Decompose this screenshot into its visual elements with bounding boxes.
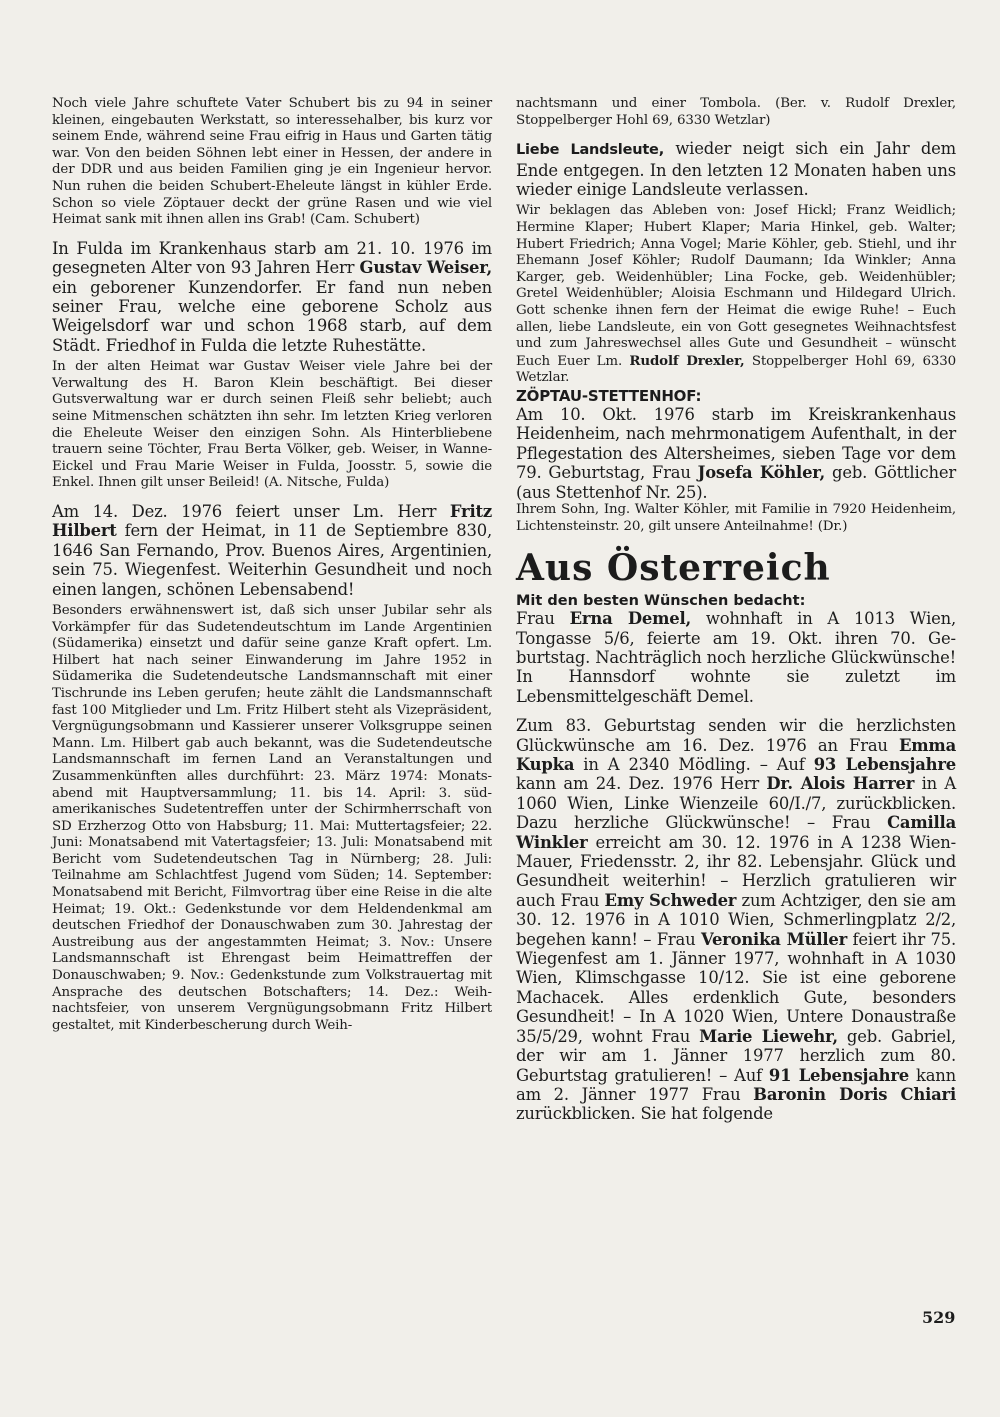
- birthday-list: [516, 716, 956, 1124]
- text: kann am 24. Dez. 1976 Herr: [516, 774, 767, 794]
- name-fritz-hilbert: Fritz Hilbert: [52, 501, 492, 541]
- name-alois-harrer: Dr. Alois Harrer: [766, 774, 915, 794]
- demel-birthday: [516, 609, 956, 706]
- text: in A 2340 Mödling. – Auf: [574, 755, 814, 774]
- subheading-wishes: Mit den besten Wünschen bedacht:: [516, 593, 806, 610]
- text: Am 10. Okt. 1976 starb im Kreiskrankenhaus Heidenheim, nach mehrmonatigem Aufenthalt, in der Pflegestation des Altersheimes, sieben Tage vor dem 79. Geburtstag, Frau: [516, 404, 956, 483]
- text: Frau: [516, 609, 570, 629]
- section-heading-zoeptau: ZÖPTAU-STETTENHOF:: [516, 386, 702, 405]
- schubert-paragraph: Noch viele Jahre schuftete Vater Schubert bis zu 94 in seiner kleinen, eingebauten Werkstatt, so interessehalber, bis kurz vor seinem Ende, während seine Frau eifrig in Haus und Garten tätig war. Von den beiden Söhnen lebt einer in Hessen, der andere in der DDR und aus beiden Familien ging je ein Ingenieur hervor. Nun ruhen die beiden Schubert-Eheleute längst in kühler Erde. Schon so viele Zöptauer deckt der grüne Rasen und wie viel Heimat sank mit ihnen allen ins Grab! (Cam. Schubert): [52, 96, 492, 228]
- text: kann am 2. Jänner 1977 Frau: [516, 1065, 956, 1104]
- hilbert-birthday-body: Besonders erwähnenswert ist, daß sich unser Jubilar sehr als Vorkämpfer für das Sudetendeutschtum im Lande Argentinien (Südamerika) einsetzt und dafür seine ganze Kraft opfert. Lm. Hilbert hat nach seiner Einwanderung im Jahre 1952 in Südamerika die Sudetendeutsche Landsmannschaft mit einer Tischrunde ins Leben gerufen; heute zählt die Landsmannschaft fast 100 Mitglieder und Lm. Fritz Hilbert steht als Vizepräsident, Vergnügungsobmann und Kassierer unserer Volksgruppe seinen Mann. Lm. Hilbert gab auch bekannt, was die Sudetendeutsche Landsmannschaft im fernen Land an Veranstaltungen und Zusammenkünften alles durchführt: 23. März 1974: Monatsabend mit Hauptversammlung; 11. bis 14. April: 3. südamerikanisches Sudetentreffen unter der Schirmherrschaft von SD Erzherzog Otto von Habsburg; 11. Mai: Muttertagsfeier; 22. Juni: Monatsabend mit Vatertagsfeier; 13. Juli: Monatsabend mit Bericht vom Sudetendeutschen Tag in Nürnberg; 28. Juli: Teilnahme am Schlachtfest Jugend vom Süden; 14. September: Monatsabend mit Bericht, Filmvortrag über eine Reise in die alte Heimat; 19. Okt.: Gedenkstunde vor dem Heldendenkmal am deutschen Friedhof der Donauschwaben zum 30. Jahrestag der Austreibung aus der angestammten Heimat; 3. Nov.: Unsere Landsmannschaft ist Ehrengast beim Heimattreffen der Donauschwaben; 9. Nov.: Gedenkstunde zum Volkstrauertag mit Ansprache des deutschen Botschafters; 14. Dez.: Weihnachtsfeier, von unserem Vergnügungsobmann Fritz Hilbert gestaltet, mit Kinderbescherung durch Weih-: [52, 602, 492, 1033]
- name-emy-schweder: Emy Schweder: [604, 890, 737, 910]
- section-heading-oesterreich: Aus Österreich: [516, 547, 831, 590]
- label-93-years: 93 Lebensjahre: [813, 755, 956, 774]
- text: zum Achtziger, den sie am 30. 12. 1976 in A 1010 Wien, Schmerlingplatz 2/2, begehen kann! – Frau: [516, 890, 956, 949]
- name-gustav-weiser: Gustav Weiser,: [359, 258, 493, 278]
- text: zurückblicken. Sie hat folgende: [516, 1104, 773, 1124]
- name-veronika-mueller: Veronika Müller: [700, 929, 848, 949]
- text: geb. Gabriel, der wir am 1. Jänner 1977 herzlich zum 80. Geburtstag gratulieren! – Auf: [516, 1026, 956, 1085]
- weiser-obituary-lead: [52, 239, 492, 355]
- text: wieder neigt sich ein Jahr dem Ende entgegen. In den letzten 12 Monaten haben uns wieder einige Landsleute verlassen.: [516, 139, 956, 199]
- text: Wir beklagen das Ableben von: Josef Hickl; Franz Weidlich; Hermine Klaper; Hubert Klaper; Maria Hinkel, geb. Walter; Hubert Friedrich; Anna Vogel; Marie Köhler, geb. Stiehl, und ihr Ehemann Josef Köhler; Rudolf Daumann; Ida Winkler; Anna Karger, geb. Weidenhübler; Lina Focke, geb. Weidenhübler; Gretel Weidenhübler; Aloisia Eschmann und Hildegard Ulrich. Gott schenke ihnen fern der Heimat die ewige Ruhe! – Euch allen, liebe Landsleute, ein von Gott gesegnetes Weihnachtsfest und zum Jahreswechsel alles Gute und Gesundheit – wünscht Euch Euer Lm.: [516, 203, 956, 369]
- hilbert-birthday-lead: [52, 502, 492, 599]
- koehler-obituary-lead: [516, 405, 956, 502]
- landsleute-lead: [516, 139, 956, 199]
- text: Stoppelberger Hohl 69, 6330 Wetzlar.: [516, 353, 957, 386]
- text: In Fulda im Krankenhaus starb am 21. 10. 1976 im gesegneten Alter von 93 Jahren Herr: [52, 238, 492, 278]
- text: geb. Göttlicher (aus Stettenhof Nr. 25).: [516, 463, 956, 502]
- obituary-list: [516, 203, 956, 387]
- page-number: 529: [922, 1308, 956, 1327]
- weiser-obituary-body: In der alten Heimat war Gustav Weiser viele Jahre bei der Verwaltung des H. Baron Klein beschäftigt. Bei dieser Gutsverwaltung war er durch seinen Fleiß sehr beliebt; auch seine Mitmenschen schätzten ihn sehr. Im letzten Krieg verloren die Eheleute Weiser den einzigen Sohn. Als Hinterbliebene trauern seine Töchter, Frau Berta Völker, geb. Weiser, in Wanne-Eickel und Frau Marie Weiser in Fulda, Joosstr. 5, sowie die Enkel. Ihnen gilt unser Beileid! (A. Nitsche, Fulda): [52, 359, 492, 491]
- name-camilla-winkler: Camilla Winkler: [516, 813, 956, 852]
- label-91-years: 91 Lebensjahre: [768, 1065, 910, 1085]
- name-marie-liewehr: Marie Liewehr,: [699, 1026, 838, 1046]
- name-erna-demel: Erna Demel,: [569, 609, 692, 629]
- text: ein geborener Kunzendorfer. Er fand nun neben seiner Frau, welche eine geborene Scholz aus Weigelsdorf war und schon 1968 starb, auf dem Städt. Friedhof in Fulda die letzte Ruhestätte.: [52, 277, 492, 355]
- name-doris-chiari: Baronin Doris Chiari: [753, 1084, 956, 1104]
- name-josefa-koehler: Josefa Köhler,: [697, 463, 826, 483]
- text: Am 14. Dez. 1976 feiert unser Lm. Herr: [52, 501, 450, 521]
- left-column: [52, 96, 492, 1034]
- name-rudolf-drexler: Rudolf Drexler,: [629, 352, 745, 369]
- drexler-report-end: nachtsmann und einer Tombola. (Ber. v. Rudolf Drexler, Stoppelberger Hohl 69, 6330 Wetzlar): [516, 96, 956, 128]
- right-column: [516, 96, 956, 1124]
- text: erreicht am 30. 12. 1976 in A 1238 Wien-Mauer, Friedensstr. 2, ihr 82. Lebensjahr. Glück und Gesundheit weiterhin! – Herzlich gratulieren wir auch Frau: [516, 832, 956, 910]
- salutation: Liebe Landsleute,: [516, 142, 664, 159]
- text: feiert ihr 75. Wiegenfest am 1. Jänner 1977, wohnhaft in A 1030 Wien, Klimschgasse 10/12. Sie ist eine geborene Machacek. Alles erdenklich Gute, besonders Gesundheit! – In A 1020 Wien, Untere Donaustraße 35/5/29, wohnt Frau: [516, 929, 956, 1046]
- text: in A 1060 Wien, Linke Wienzeile 60/I./7, zurückblicken. Dazu herzliche Glückwünsche! – Frau: [516, 774, 956, 833]
- name-emma-kupka: Emma Kupka: [516, 735, 956, 774]
- text: Zum 83. Geburtstag senden wir die herzlichsten Glückwünsche am 16. Dez. 1976 an Frau: [516, 716, 956, 755]
- text: wohnhaft in A 1013 Wien, Tongasse 5/6, feierte am 19. Okt. ihren 70. Geburtstag. Nachträglich noch herzliche Glückwünsche! In Hannsdorf wohnte sie zuletzt im Lebensmittelgeschäft Demel.: [516, 609, 956, 706]
- text: fern der Heimat, in 11 de Septiembre 830, 1646 San Fernando, Prov. Buenos Aires, Argentinien, sein 75. Wiegenfest. Weiterhin Gesundheit und noch einen langen, schönen Lebensabend!: [52, 521, 492, 599]
- koehler-obituary-body: Ihrem Sohn, Ing. Walter Köhler, mit Familie in 7920 Heidenheim, Lichtensteinstr. 20, gilt unsere Anteilnahme! (Dr.): [516, 501, 956, 534]
